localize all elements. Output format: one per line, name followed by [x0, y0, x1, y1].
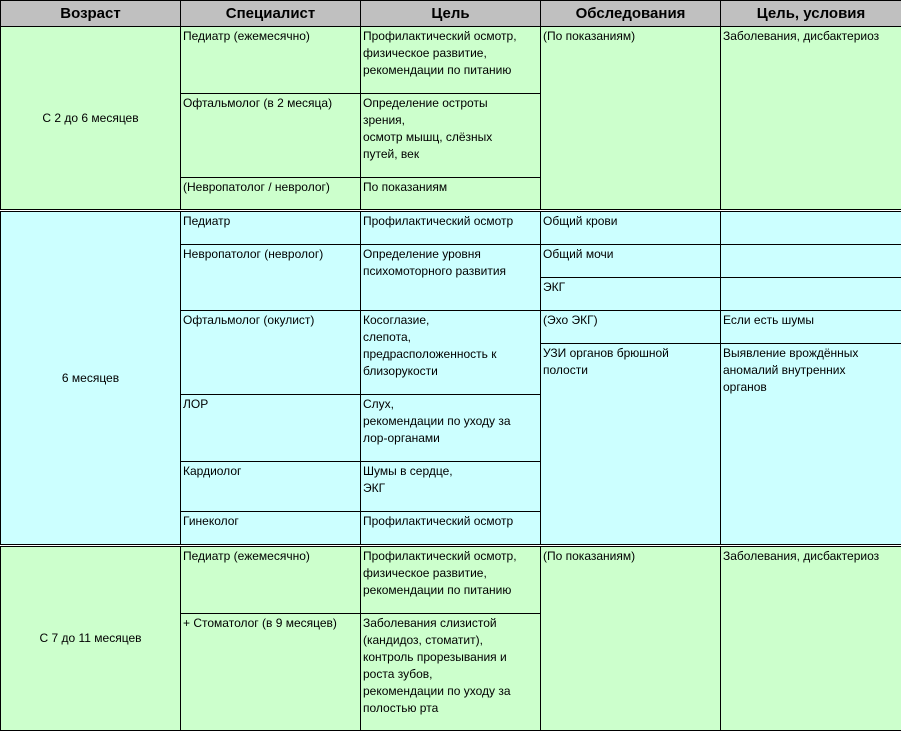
header-row: [1, 1, 901, 27]
header-exams: Обследования: [541, 1, 721, 27]
specialist-cell: Кардиолог: [181, 462, 361, 512]
exam-cell: (Эхо ЭКГ): [541, 311, 721, 344]
goal-cell: По показаниям: [361, 178, 541, 210]
goal-cell: Шумы в сердце, ЭКГ: [361, 462, 541, 512]
header-specialist: Специалист: [181, 1, 361, 27]
goal-cell: Профилактический осмотр, физическое развитие, рекомендации по питанию: [361, 27, 541, 94]
exam-goal-cell: Если есть шумы: [721, 311, 901, 344]
specialist-cell: Педиатр: [181, 212, 361, 245]
table-row: [1, 27, 901, 94]
table-row: [1, 547, 901, 614]
exam-cell: (По показаниям): [541, 547, 721, 731]
exam-cell: ЭКГ: [541, 278, 721, 311]
exam-goal-cell: Выявление врождённых аномалий внутренних органов: [721, 344, 901, 545]
exam-goal-cell: [721, 245, 901, 278]
exam-goal-cell: Заболевания, дисбактериоз: [721, 547, 901, 731]
table-row: [1, 212, 901, 245]
exam-goal-cell: Заболевания, дисбактериоз: [721, 27, 901, 210]
specialist-cell: Педиатр (ежемесячно): [181, 27, 361, 94]
specialist-cell: Офтальмолог (окулист): [181, 311, 361, 395]
specialist-cell: Гинеколог: [181, 512, 361, 545]
exam-cell: (По показаниям): [541, 27, 721, 210]
exam-cell: Общий мочи: [541, 245, 721, 278]
header-exam-goal: Цель, условия: [721, 1, 901, 27]
specialist-cell: (Невропатолог / невролог): [181, 178, 361, 210]
goal-cell: Косоглазие, слепота, предрасположенность к близорукости: [361, 311, 541, 395]
goal-cell: Профилактический осмотр: [361, 212, 541, 245]
header-age: Возраст: [1, 1, 181, 27]
specialist-cell: Педиатр (ежемесячно): [181, 547, 361, 614]
exam-goal-cell: [721, 212, 901, 245]
header-goal: Цель: [361, 1, 541, 27]
age-cell: С 2 до 6 месяцев: [1, 27, 181, 210]
specialist-cell: Невропатолог (невролог): [181, 245, 361, 311]
goal-cell: Определение уровня психомоторного развития: [361, 245, 541, 311]
exam-cell: УЗИ органов брюшной полости: [541, 344, 721, 545]
goal-cell: Определение остроты зрения, осмотр мышц, слёзных путей, век: [361, 94, 541, 178]
age-cell: 6 месяцев: [1, 212, 181, 545]
goal-cell: Заболевания слизистой (кандидоз, стоматит), контроль прорезывания и роста зубов, рекомендации по уходу за полостью рта: [361, 614, 541, 731]
specialist-cell: ЛОР: [181, 395, 361, 462]
goal-cell: Слух, рекомендации по уходу за лор-органами: [361, 395, 541, 462]
exam-cell: Общий крови: [541, 212, 721, 245]
specialist-cell: Офтальмолог (в 2 месяца): [181, 94, 361, 178]
age-cell: С 7 до 11 месяцев: [1, 547, 181, 731]
exam-goal-cell: [721, 278, 901, 311]
goal-cell: Профилактический осмотр: [361, 512, 541, 545]
goal-cell: Профилактический осмотр, физическое развитие, рекомендации по питанию: [361, 547, 541, 614]
specialist-cell: + Стоматолог (в 9 месяцев): [181, 614, 361, 731]
